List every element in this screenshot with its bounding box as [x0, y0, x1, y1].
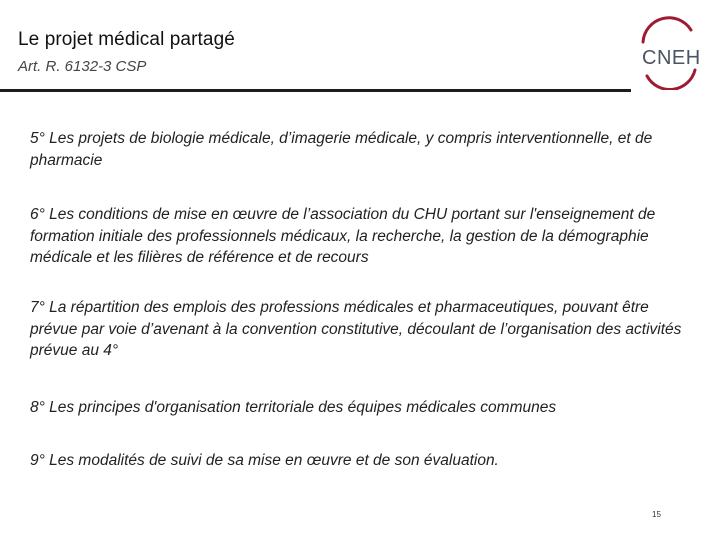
cneh-logo: [627, 10, 713, 90]
slide-title: Le projet médical partagé: [18, 29, 235, 50]
logo-text: CNEH: [642, 47, 701, 69]
header-divider: [0, 89, 631, 92]
page-number: 15: [652, 510, 661, 519]
paragraph-item-6: 6° Les conditions de mise en œuvre de l’association du CHU portant sur l'enseignement de formation initiale des professionnels médicaux, la recherche, la gestion de la démographie médicale et les filières de référence et de recours: [30, 206, 656, 266]
paragraph-item-8: 8° Les principes d'organisation territoriale des équipes médicales communes: [30, 399, 557, 416]
paragraph-item-9: 9° Les modalités de suivi de sa mise en œuvre et de son évaluation.: [30, 452, 499, 469]
slide-header: [18, 28, 235, 76]
paragraph-item-5: 5° Les projets de biologie médicale, d’imagerie médicale, y compris interventionnelle, et de pharmacie: [30, 130, 653, 169]
paragraph-item-7: 7° La répartition des emplois des professions médicales et pharmaceutiques, pouvant être prévue par voie d’avenant à la convention constitutive, découlant de l’organisation des activités prévue au 4°: [30, 299, 682, 359]
slide-subtitle: Art. R. 6132-3 CSP: [18, 58, 147, 75]
